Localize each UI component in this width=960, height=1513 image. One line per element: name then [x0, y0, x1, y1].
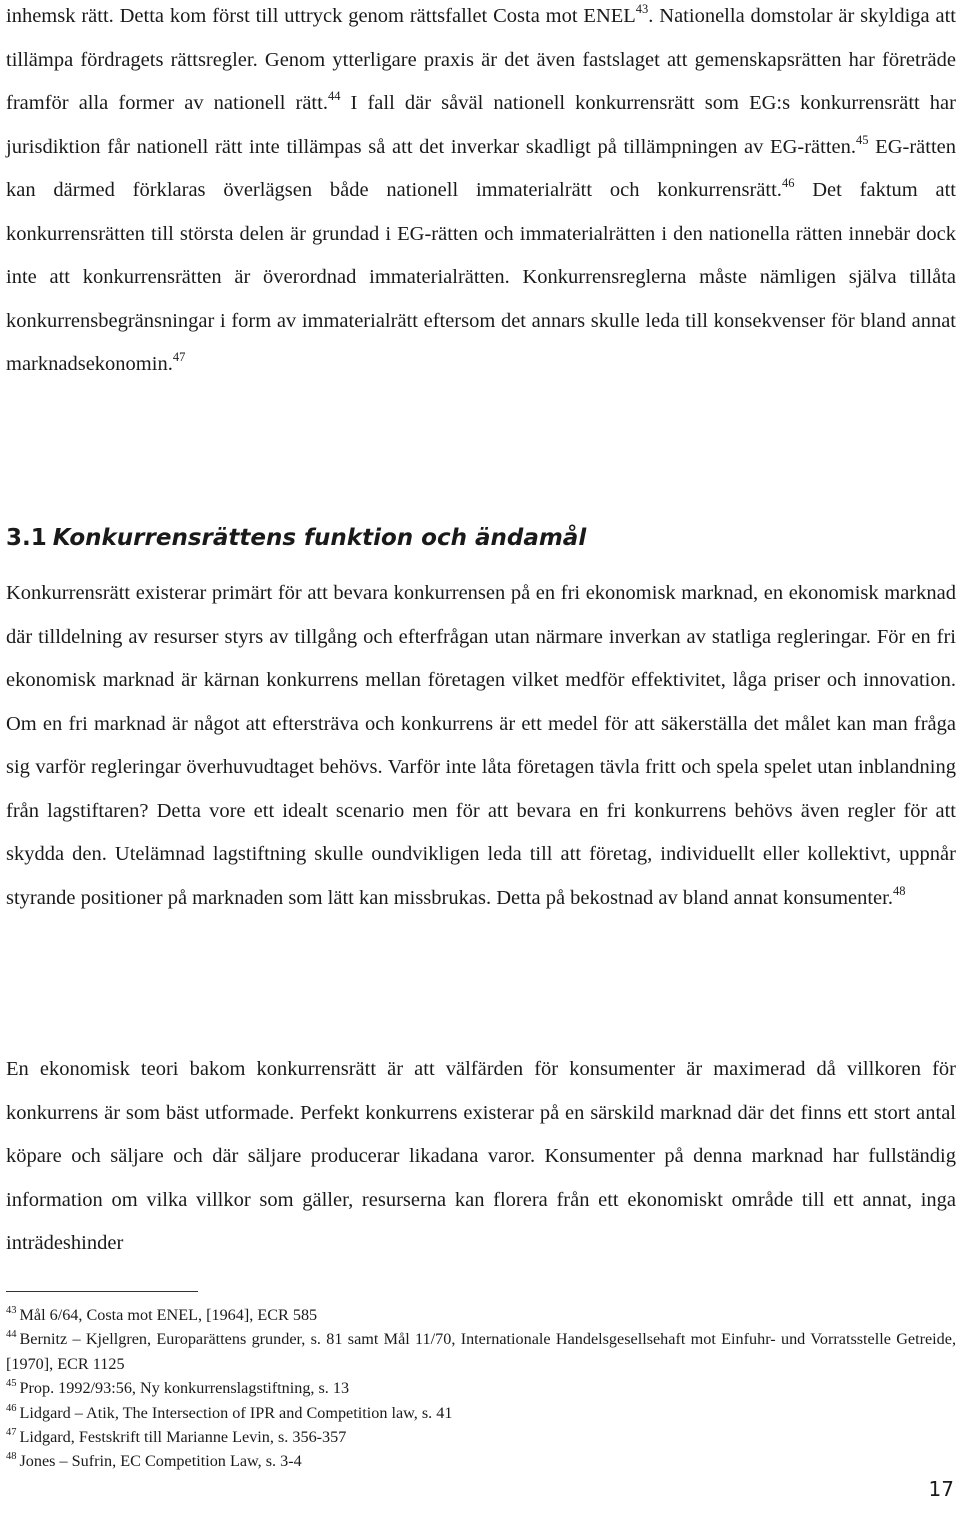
- footnote-divider: [6, 1291, 198, 1292]
- footnote-43: [6, 1303, 956, 1327]
- footnote-ref-47[interactable]: 47: [172, 350, 186, 364]
- footnote-45: [6, 1376, 956, 1400]
- footnote-number: 47: [6, 1427, 17, 1439]
- footnote-44: [6, 1327, 956, 1376]
- footnote-text: Lidgard – Atik, The Intersection of IPR and Competition law, s. 41: [19, 1403, 453, 1422]
- text: inhemsk rätt. Detta kom först till uttryck genom rättsfallet Costa mot ENEL: [6, 5, 636, 27]
- footnote-text: Mål 6/64, Costa mot ENEL, [1964], ECR 585: [19, 1306, 318, 1324]
- footnote-48: [6, 1449, 956, 1473]
- section-number: 3.1: [6, 525, 47, 551]
- footnote-ref-43[interactable]: 43: [635, 2, 649, 16]
- text: Konkurrensrätt existerar primärt för att bevara konkurrensen på en fri ekonomisk marknad, en ekonomisk marknad där tilldelning av resurser styrs av tillgång och efterfrågan utan närmare inverkan av statliga regleringar. För en fri ekonomisk marknad är kärnan konkurrens mellan företagen vilket medför effektivitet, låga priser och innovation. Om en fri marknad är något att eftersträva och konkurrens är ett medel för att säkerställa det målet kan man fråga sig varför regleringar överhuvudtaget behövs. Varför inte låta företagen tävla fritt och spela spelet utan inblandning från lagstiftaren? Detta vore ett idealt scenario men för att bevara en fri konkurrens behövs även regler för att skydda den. Utelämnad lagstiftning skulle oundvikligen leda till att företag, individuellt eller kollektivt, uppnår styrande positioner på marknaden som lätt kan missbrukas. Detta på bekostnad av bland annat konsumenter.: [6, 582, 956, 909]
- page-number: 17: [928, 1477, 954, 1501]
- footnotes: [6, 1303, 956, 1474]
- footnote-text: Bernitz – Kjellgren, Europarättens grunder, s. 81 samt Mål 11/70, Internationale Handelsgesellsehaft mot Einfuhr- und Vorratsstelle Getreide, [1970], ECR 1125: [6, 1330, 956, 1373]
- footnote-ref-45[interactable]: 45: [856, 132, 869, 147]
- footnote-ref-48[interactable]: 48: [892, 883, 906, 898]
- text: EG-rätten kan därmed förklaras överlägsen både nationell immaterialrätt och konkurrensrätt.: [6, 135, 956, 201]
- footnote-ref-44[interactable]: 44: [327, 89, 341, 103]
- footnote-text: Jones – Sufrin, EC Competition Law, s. 3-4: [19, 1452, 302, 1471]
- text: I fall där såväl nationell konkurrensrätt som EG:s konkurrensrätt har jurisdiktion får nationell rätt inte tillämpas så att det inverkar skadligt på tillämpningen av EG-rätten.: [6, 92, 956, 158]
- text: . Nationella domstolar är skyldiga att tillämpa fördragets rättsregler. Genom ytterligare praxis är det även fastslaget att gemenskapsrätten har företräde framför alla former av nationell rätt.: [6, 5, 956, 114]
- footnote-ref-46[interactable]: 46: [781, 176, 795, 190]
- footnote-text: Lidgard, Festskrift till Marianne Levin, s. 356-357: [19, 1428, 347, 1447]
- paragraph-eu-law-supremacy: [6, 0, 956, 387]
- text: Det faktum att konkurrensrätten till största delen är grundad i EG-rätten och immaterialrätten i den nationella rätten innebär dock inte att konkurrensrätten är överordnad immaterialrätten. Konkurrensreglerna måste nämligen själva tillåta konkurrensbegränsningar i form av immaterialrätt eftersom det annars skulle leda till konsekvenser för bland annat marknadsekonomin.: [6, 179, 956, 375]
- footnote-46: [6, 1401, 956, 1425]
- footnote-number: 48: [6, 1451, 17, 1463]
- paragraph-competition-purpose: [6, 572, 956, 920]
- footnote-number: 46: [6, 1402, 17, 1414]
- paragraph-economic-theory: En ekonomisk teori bakom konkurrensrätt är att välfärden för konsumenter är maximerad då villkoren för konkurrens är som bäst utformade. Perfekt konkurrens existerar på en särskild marknad där det finns ett stort antal köpare och säljare och där säljare producerar likadana varor. Konsumenter på denna marknad har fullständig information om vilka villkor som gäller, resurserna kan florera från ett ekonomiskt område till ett annat, inga inträdeshinder: [6, 1058, 956, 1254]
- footnote-number: 43: [6, 1305, 17, 1316]
- section-title: Konkurrensrättens funktion och ändamål: [52, 525, 587, 551]
- footnote-47: [6, 1425, 956, 1449]
- footnote-text: Prop. 1992/93:56, Ny konkurrenslagstiftning, s. 13: [19, 1379, 350, 1398]
- section-heading: [6, 525, 586, 551]
- footnote-number: 44: [6, 1329, 17, 1341]
- footnote-number: 45: [6, 1378, 17, 1390]
